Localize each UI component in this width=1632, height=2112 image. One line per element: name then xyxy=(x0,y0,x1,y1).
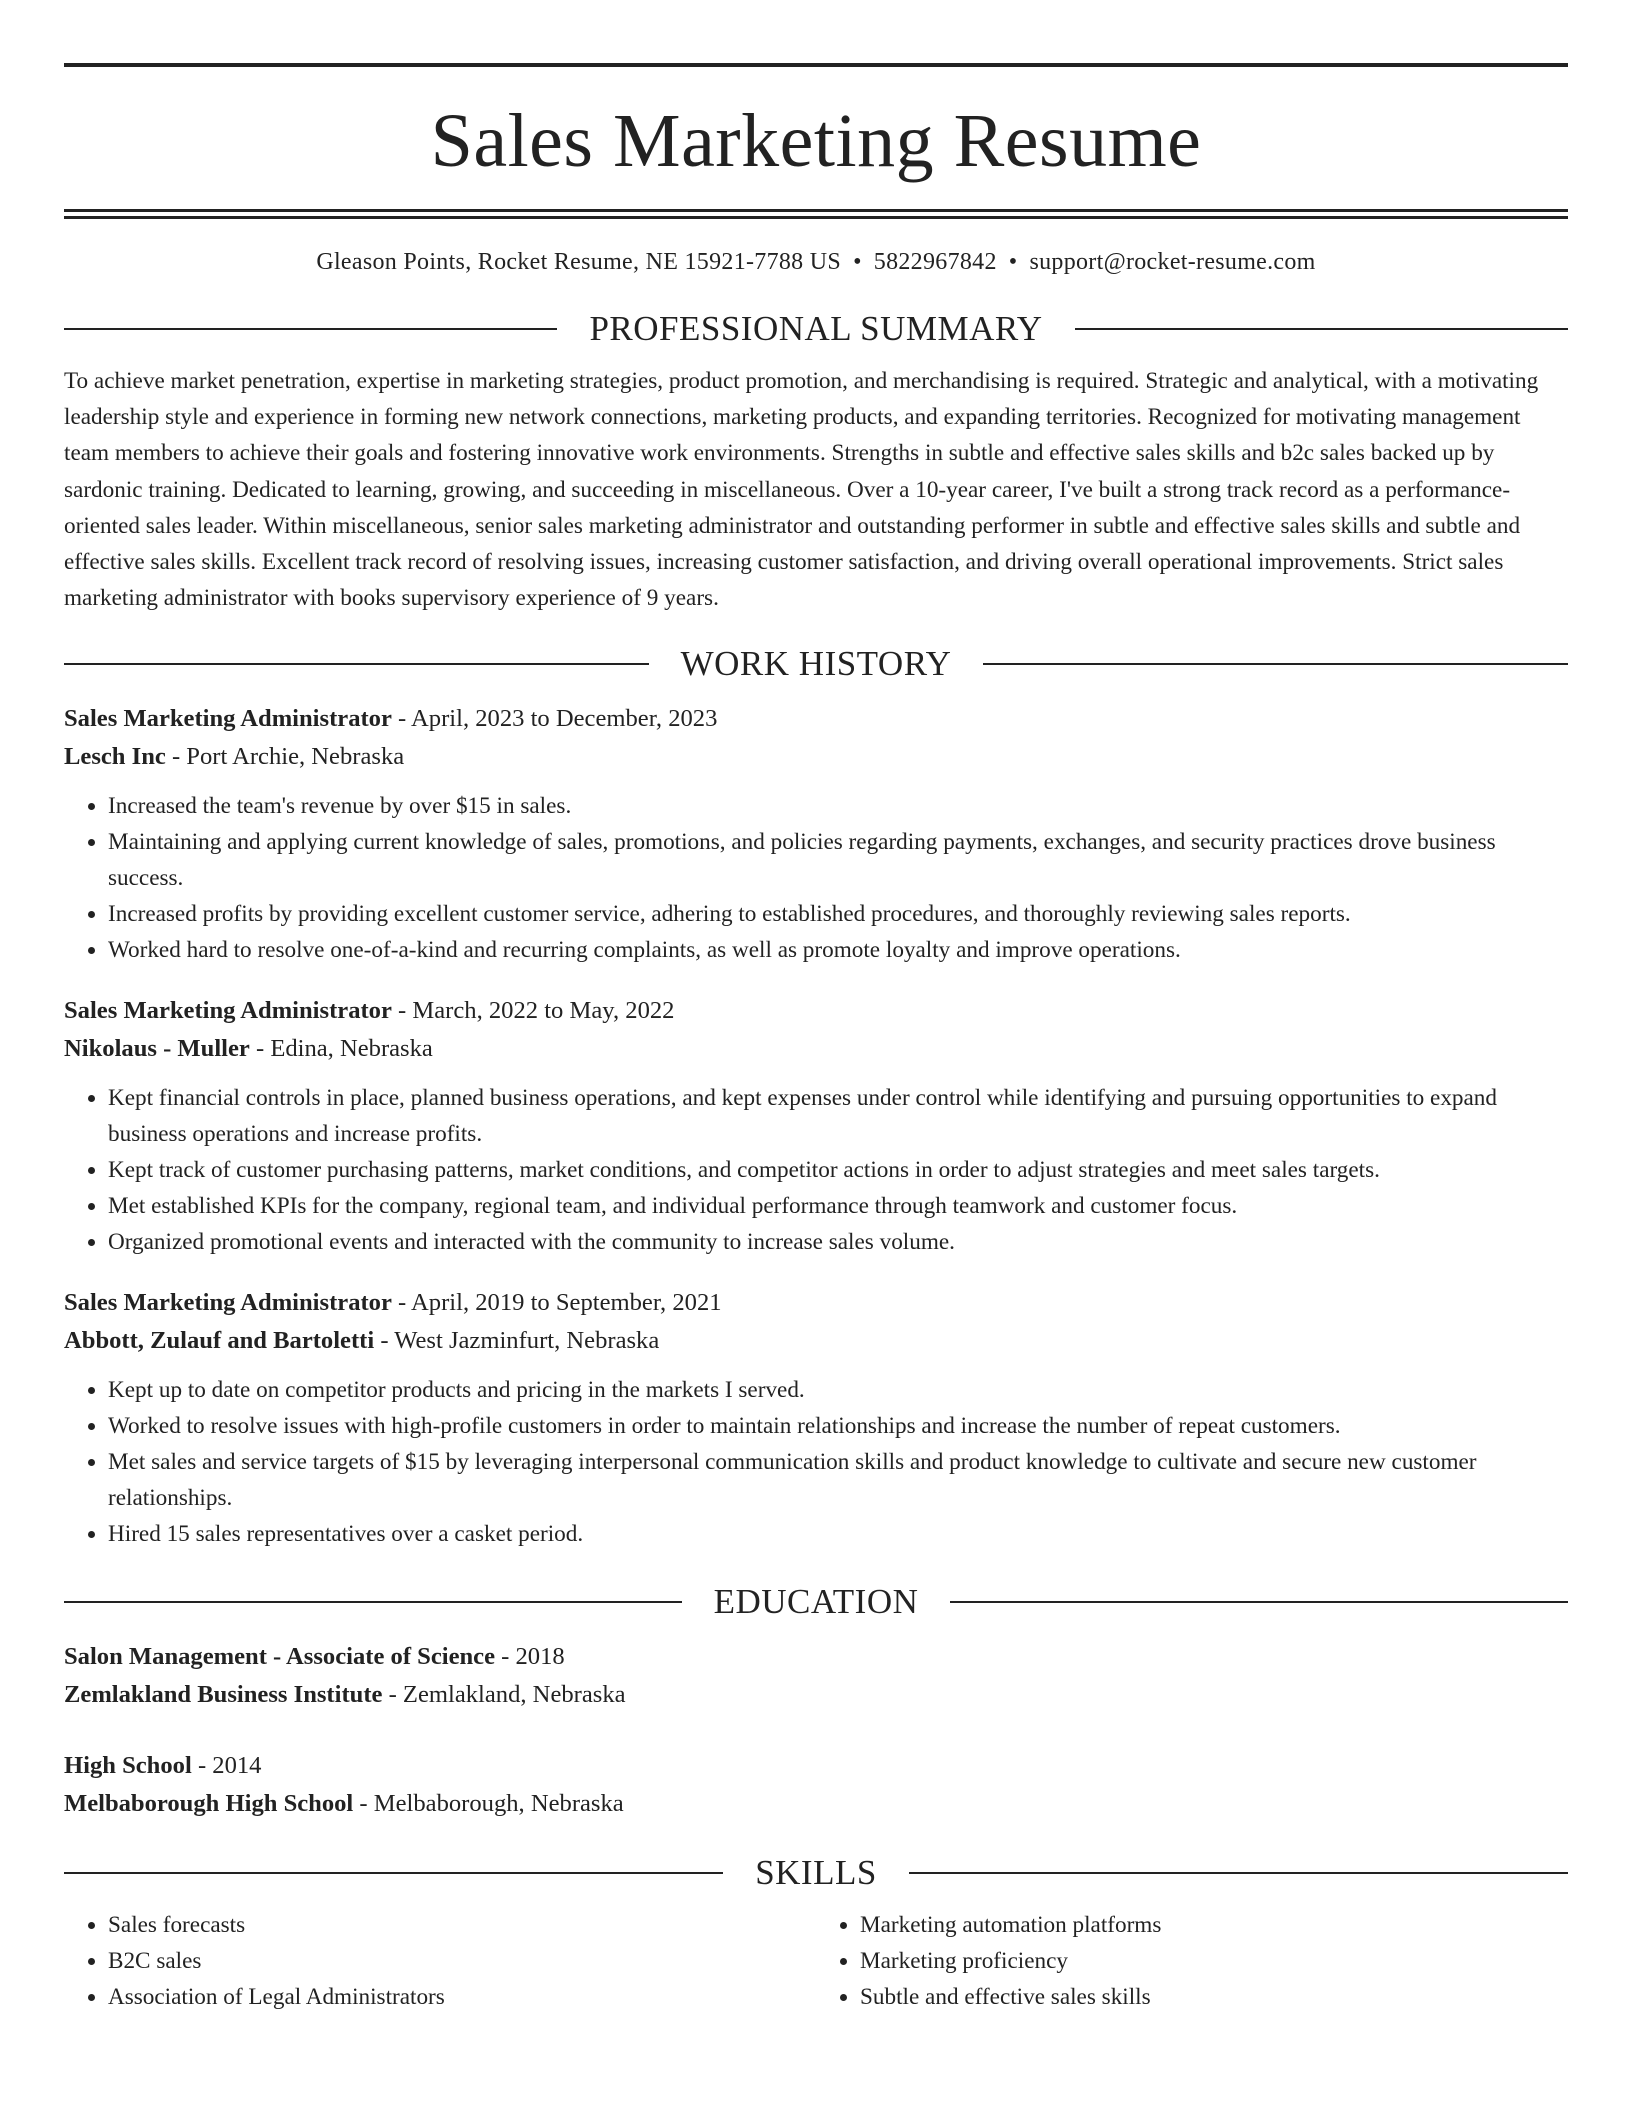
contact-phone: 5822967842 xyxy=(873,249,997,275)
job-bullet: • Maintaining and applying current knowledge of sales, promotions, and policies regarding payments, exchanges, and security practices drove business success. xyxy=(108,824,1568,896)
skill-item: • Association of Legal Administrators xyxy=(108,1979,816,2015)
work-history-heading-title: WORK HISTORY xyxy=(680,644,952,684)
skills-heading-title: SKILLS xyxy=(755,1853,877,1893)
job-title-line xyxy=(64,992,1568,1030)
job-bullets xyxy=(64,788,1568,968)
skill-item: • Marketing automation platforms xyxy=(860,1907,1568,1943)
summary-heading xyxy=(64,307,1568,351)
education-degree: High School xyxy=(64,1752,192,1780)
skill-item: • Subtle and effective sales skills xyxy=(860,1979,1568,2015)
education-degree-line xyxy=(64,1747,1568,1785)
skills-list xyxy=(816,1907,1568,2015)
job-bullet: • Organized promotional events and interacted with the community to increase sales volume. xyxy=(108,1224,1568,1260)
header-top-rule xyxy=(64,63,1568,67)
education-degree-line xyxy=(64,1638,1568,1676)
education-school-line xyxy=(64,1676,1568,1714)
job-bullet: • Kept up to date on competitor products and pricing in the markets I served. xyxy=(108,1372,1568,1408)
job-bullets xyxy=(64,1080,1568,1260)
job-entry xyxy=(64,700,1568,968)
contact-address: Gleason Points, Rocket Resume, NE 15921-7788 US xyxy=(316,249,842,275)
job-location: - West Jazminfurt, Nebraska xyxy=(374,1327,660,1355)
skill-item: • Marketing proficiency xyxy=(860,1943,1568,1979)
heading-rule-left xyxy=(64,328,557,330)
job-bullets xyxy=(64,1372,1568,1552)
job-entry xyxy=(64,992,1568,1260)
skills-column-left xyxy=(64,1907,816,2015)
skill-item: • B2C sales xyxy=(108,1943,816,1979)
summary-text: To achieve market penetration, expertise in marketing strategies, product promotion, and merchandising is required. Strategic and analytical, with a motivating leadership style and experience in forming new network connections, marketing products, and expanding territories. Recognized for motivating management team members to achieve their goals and fostering innovative work environments. Strengths in subtle and effective sales skills and b2c sales backed up by sardonic training. Dedicated to learning, growing, and succeeding in miscellaneous. Over a 10-year career, I've built a strong track record as a performance-oriented sales leader. Within miscellaneous, senior sales marketing administrator and outstanding performer in subtle and effective sales skills and subtle and effective sales skills. Excellent track record of resolving issues, increasing customer satisfaction, and driving overall operational improvements. Strict sales marketing administrator with books supervisory experience of 9 years. xyxy=(64,368,1539,612)
job-dates: - March, 2022 to May, 2022 xyxy=(391,997,675,1025)
education-school: Zemlakland Business Institute xyxy=(64,1681,383,1709)
job-bullet: • Increased the team's revenue by over $15 in sales. xyxy=(108,788,1568,824)
job-bullet: • Worked hard to resolve one-of-a-kind and recurring complaints, as well as promote loyalty and improve operations. xyxy=(108,932,1568,968)
contact-line xyxy=(64,247,1568,277)
education-year: - 2018 xyxy=(495,1643,565,1671)
job-title: Sales Marketing Administrator xyxy=(64,997,392,1025)
heading-rule-left xyxy=(64,1872,723,1874)
job-bullet: • Met established KPIs for the company, regional team, and individual performance through teamwork and customer focus. xyxy=(108,1188,1568,1224)
job-location: - Edina, Nebraska xyxy=(249,1035,433,1063)
job-bullet: • Increased profits by providing excellent customer service, adhering to established procedures, and thoroughly reviewing sales reports. xyxy=(108,896,1568,932)
heading-rule-right xyxy=(909,1872,1568,1874)
heading-rule-left xyxy=(64,663,649,665)
job-bullet: • Worked to resolve issues with high-profile customers in order to maintain relationships and increase the number of repeat customers. xyxy=(108,1408,1568,1444)
job-company-line xyxy=(64,1030,1568,1068)
job-company-line xyxy=(64,738,1568,776)
job-dates: - April, 2023 to December, 2023 xyxy=(391,705,718,733)
education-entry xyxy=(64,1638,1568,1714)
heading-rule-right xyxy=(950,1601,1568,1603)
job-company: Abbott, Zulauf and Bartoletti xyxy=(64,1327,375,1355)
heading-rule-left xyxy=(64,1601,682,1603)
job-title: Sales Marketing Administrator xyxy=(64,705,392,733)
resume-title: Sales Marketing Resume xyxy=(430,99,1202,183)
job-company: Nikolaus - Muller xyxy=(64,1035,250,1063)
resume-page xyxy=(64,63,1568,2015)
summary-heading-title: PROFESSIONAL SUMMARY xyxy=(589,309,1043,348)
job-dates: - April, 2019 to September, 2021 xyxy=(391,1289,722,1317)
skill-item: • Sales forecasts xyxy=(108,1907,816,1943)
education-school-line xyxy=(64,1785,1568,1823)
job-company-line xyxy=(64,1322,1568,1360)
heading-rule-right xyxy=(1075,328,1568,330)
job-bullet: • Hired 15 sales representatives over a casket period. xyxy=(108,1516,1568,1552)
education-entry xyxy=(64,1747,1568,1823)
contact-separator: • xyxy=(853,249,862,275)
work-history-heading xyxy=(64,642,1568,686)
skills-list xyxy=(64,1907,816,2015)
job-title-line xyxy=(64,1284,1568,1322)
skills-grid xyxy=(64,1907,1568,2015)
job-entry xyxy=(64,1284,1568,1552)
contact-email: support@rocket-resume.com xyxy=(1029,249,1316,275)
contact-separator: • xyxy=(1008,249,1018,275)
education-degree: Salon Management - Associate of Science xyxy=(64,1643,496,1671)
education-school: Melbaborough High School xyxy=(64,1790,354,1818)
education-heading xyxy=(64,1580,1568,1624)
job-title-line xyxy=(64,700,1568,738)
heading-rule-right xyxy=(983,663,1568,665)
job-title: Sales Marketing Administrator xyxy=(64,1289,392,1317)
job-company: Lesch Inc xyxy=(64,743,166,771)
skills-column-right xyxy=(816,1907,1568,2015)
job-bullet: • Kept track of customer purchasing patterns, market conditions, and competitor actions in order to adjust strategies and meet sales targets. xyxy=(108,1152,1568,1188)
education-year: - 2014 xyxy=(191,1752,262,1780)
job-bullet: • Kept financial controls in place, planned business operations, and kept expenses under control while identifying and pursuing opportunities to expand business operations and increase profits. xyxy=(108,1080,1568,1152)
job-location: - Port Archie, Nebraska xyxy=(165,743,405,771)
education-location: - Melbaborough, Nebraska xyxy=(353,1790,624,1818)
education-heading-title: EDUCATION xyxy=(713,1582,919,1622)
education-location: - Zemlakland, Nebraska xyxy=(382,1681,626,1709)
job-bullet: • Met sales and service targets of $15 by leveraging interpersonal communication skills and product knowledge to cultivate and secure new customer relationships. xyxy=(108,1444,1568,1516)
header-double-rule xyxy=(64,209,1568,219)
skills-heading xyxy=(64,1851,1568,1895)
